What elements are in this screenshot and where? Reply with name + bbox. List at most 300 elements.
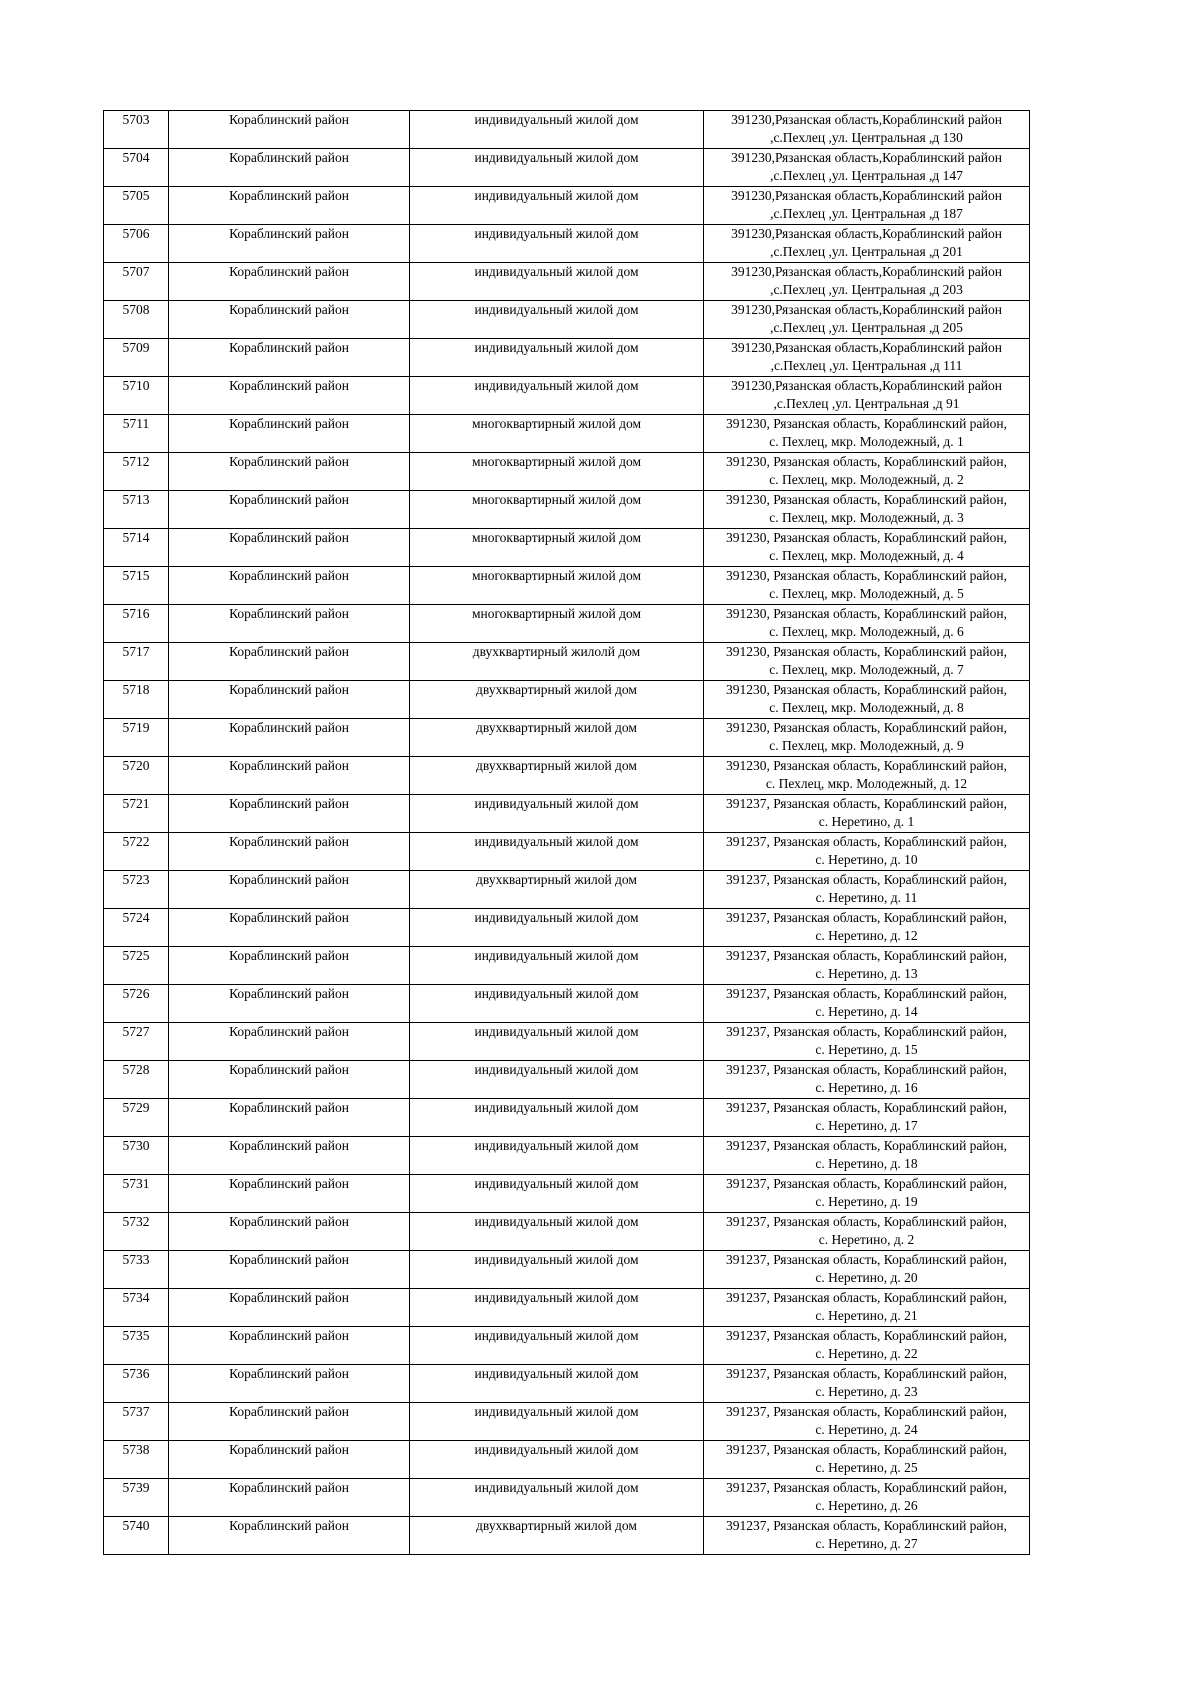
row-number-text: 5713 — [122, 492, 150, 507]
row-number-text: 5732 — [122, 1214, 150, 1229]
table-row — [104, 339, 1030, 377]
row-number-text: 5720 — [122, 758, 150, 773]
row-number-cell — [104, 681, 169, 719]
table-row — [104, 605, 1030, 643]
address-text: 391237, Рязанская область, Кораблинский район, — [726, 1480, 1007, 1495]
address-cell — [704, 871, 1030, 909]
row-number-text: 5740 — [122, 1518, 150, 1533]
district-text: Кораблинский район — [229, 454, 349, 469]
address-text: с. Неретино, д. 1 — [818, 814, 915, 829]
building-type-text: индивидуальный жилой дом — [474, 1024, 639, 1039]
address-text: с. Пехлец, мкр. Молодежный, д. 8 — [769, 700, 964, 715]
building-type-cell — [410, 377, 704, 415]
address-text: 391230,Рязанская область,Кораблинский район — [731, 340, 1002, 355]
address-text: 391230,Рязанская область,Кораблинский район — [731, 302, 1002, 317]
row-number-text: 5717 — [122, 644, 150, 659]
row-number-text: 5722 — [122, 834, 150, 849]
district-text: Кораблинский район — [229, 1138, 349, 1153]
row-number-text: 5716 — [122, 606, 150, 621]
building-type-text: многоквартирный жилой дом — [471, 454, 642, 469]
district-cell — [169, 339, 410, 377]
address-text: 391230, Рязанская область, Кораблинский район, — [726, 568, 1007, 583]
row-number-cell — [104, 1479, 169, 1517]
district-text: Кораблинский район — [229, 1024, 349, 1039]
row-number-cell — [104, 1251, 169, 1289]
building-type-cell — [410, 453, 704, 491]
address-text: 391230,Рязанская область,Кораблинский район — [731, 150, 1002, 165]
building-type-text: индивидуальный жилой дом — [474, 1404, 639, 1419]
row-number-cell — [104, 757, 169, 795]
district-text: Кораблинский район — [229, 302, 349, 317]
row-number-cell — [104, 1403, 169, 1441]
district-text: Кораблинский район — [229, 1214, 349, 1229]
address-text: ,с.Пехлец ,ул. Центральная ,д 91 — [773, 396, 960, 411]
building-type-text: индивидуальный жилой дом — [474, 150, 639, 165]
row-number-text: 5728 — [122, 1062, 150, 1077]
row-number-cell — [104, 643, 169, 681]
row-number-cell — [104, 871, 169, 909]
address-cell — [704, 187, 1030, 225]
district-cell — [169, 1327, 410, 1365]
address-cell — [704, 719, 1030, 757]
district-text: Кораблинский район — [229, 1404, 349, 1419]
building-type-text: многоквартирный жилой дом — [471, 606, 642, 621]
address-text: 391230, Рязанская область, Кораблинский район, — [726, 644, 1007, 659]
building-type-text: индивидуальный жилой дом — [474, 1442, 639, 1457]
row-number-text: 5706 — [122, 226, 150, 241]
building-type-cell — [410, 149, 704, 187]
address-cell — [704, 225, 1030, 263]
table-row — [104, 719, 1030, 757]
district-cell — [169, 1289, 410, 1327]
address-cell — [704, 1479, 1030, 1517]
row-number-cell — [104, 985, 169, 1023]
district-cell — [169, 909, 410, 947]
address-text: с. Неретино, д. 21 — [815, 1308, 918, 1323]
row-number-cell — [104, 491, 169, 529]
row-number-text: 5730 — [122, 1138, 150, 1153]
address-text: ,с.Пехлец ,ул. Центральная ,д 111 — [770, 358, 963, 373]
district-text: Кораблинский район — [229, 948, 349, 963]
building-type-cell — [410, 1403, 704, 1441]
district-text: Кораблинский район — [229, 150, 349, 165]
table-row — [104, 1517, 1030, 1555]
row-number-cell — [104, 947, 169, 985]
address-text: 391237, Рязанская область, Кораблинский район, — [726, 1214, 1007, 1229]
building-type-cell — [410, 1251, 704, 1289]
address-cell — [704, 947, 1030, 985]
district-text: Кораблинский район — [229, 644, 349, 659]
building-type-cell — [410, 947, 704, 985]
table-row — [104, 871, 1030, 909]
district-cell — [169, 1061, 410, 1099]
row-number-text: 5707 — [122, 264, 150, 279]
building-type-cell — [410, 985, 704, 1023]
row-number-cell — [104, 111, 169, 149]
address-text: с. Неретино, д. 24 — [815, 1422, 918, 1437]
building-type-text: двухквартирный жилой дом — [476, 682, 637, 697]
district-text: Кораблинский район — [229, 264, 349, 279]
address-text: с. Пехлец, мкр. Молодежный, д. 12 — [765, 776, 968, 791]
address-text: с. Неретино, д. 27 — [815, 1536, 918, 1551]
building-type-text: двухквартирный жилой дом — [476, 720, 637, 735]
row-number-text: 5709 — [122, 340, 150, 355]
row-number-text: 5723 — [122, 872, 150, 887]
address-text: 391237, Рязанская область, Кораблинский район, — [726, 1366, 1007, 1381]
address-cell — [704, 567, 1030, 605]
row-number-cell — [104, 149, 169, 187]
building-type-cell — [410, 1213, 704, 1251]
building-type-cell — [410, 757, 704, 795]
row-number-text: 5708 — [122, 302, 150, 317]
building-type-cell — [410, 871, 704, 909]
district-text: Кораблинский район — [229, 796, 349, 811]
address-text: с. Неретино, д. 23 — [815, 1384, 918, 1399]
row-number-cell — [104, 1441, 169, 1479]
district-text: Кораблинский район — [229, 758, 349, 773]
address-cell — [704, 377, 1030, 415]
address-text: с. Пехлец, мкр. Молодежный, д. 7 — [769, 662, 964, 677]
address-cell — [704, 1251, 1030, 1289]
building-type-cell — [410, 263, 704, 301]
row-number-text: 5727 — [122, 1024, 150, 1039]
address-text: с. Неретино, д. 19 — [815, 1194, 918, 1209]
building-type-cell — [410, 605, 704, 643]
address-text: 391237, Рязанская область, Кораблинский район, — [726, 1518, 1007, 1533]
address-text: с. Неретино, д. 22 — [815, 1346, 918, 1361]
address-cell — [704, 529, 1030, 567]
table-row — [104, 947, 1030, 985]
address-text: с. Неретино, д. 12 — [815, 928, 918, 943]
address-text: 391237, Рязанская область, Кораблинский район, — [726, 1100, 1007, 1115]
table-row — [104, 795, 1030, 833]
district-text: Кораблинский район — [229, 1518, 349, 1533]
address-text: 391237, Рязанская область, Кораблинский район, — [726, 1252, 1007, 1267]
district-text: Кораблинский район — [229, 416, 349, 431]
address-text: с. Пехлец, мкр. Молодежный, д. 3 — [769, 510, 964, 525]
building-type-text: индивидуальный жилой дом — [474, 1062, 639, 1077]
district-text: Кораблинский район — [229, 1480, 349, 1495]
row-number-text: 5703 — [122, 112, 150, 127]
table-row — [104, 1479, 1030, 1517]
row-number-cell — [104, 605, 169, 643]
address-cell — [704, 1289, 1030, 1327]
building-type-cell — [410, 1137, 704, 1175]
building-type-cell — [410, 491, 704, 529]
address-cell — [704, 1403, 1030, 1441]
district-cell — [169, 833, 410, 871]
building-type-text: индивидуальный жилой дом — [474, 378, 639, 393]
address-cell — [704, 1327, 1030, 1365]
address-text: 391237, Рязанская область, Кораблинский район, — [726, 910, 1007, 925]
address-cell — [704, 833, 1030, 871]
row-number-cell — [104, 1099, 169, 1137]
district-cell — [169, 529, 410, 567]
district-cell — [169, 871, 410, 909]
district-cell — [169, 1099, 410, 1137]
row-number-text: 5705 — [122, 188, 150, 203]
building-type-text: индивидуальный жилой дом — [474, 796, 639, 811]
building-type-text: индивидуальный жилой дом — [474, 1138, 639, 1153]
table-row — [104, 643, 1030, 681]
district-cell — [169, 301, 410, 339]
district-text: Кораблинский район — [229, 1252, 349, 1267]
district-cell — [169, 1213, 410, 1251]
address-text: ,с.Пехлец ,ул. Центральная ,д 147 — [770, 168, 963, 183]
district-text: Кораблинский район — [229, 910, 349, 925]
address-cell — [704, 1365, 1030, 1403]
building-type-cell — [410, 339, 704, 377]
row-number-cell — [104, 225, 169, 263]
building-type-text: индивидуальный жилой дом — [474, 1214, 639, 1229]
address-text: 391237, Рязанская область, Кораблинский район, — [726, 1024, 1007, 1039]
address-text: с. Пехлец, мкр. Молодежный, д. 5 — [769, 586, 964, 601]
address-text: 391230,Рязанская область,Кораблинский район — [731, 112, 1002, 127]
row-number-text: 5726 — [122, 986, 150, 1001]
address-text: с. Неретино, д. 25 — [815, 1460, 918, 1475]
building-type-cell — [410, 1479, 704, 1517]
address-text: 391230, Рязанская область, Кораблинский район, — [726, 454, 1007, 469]
building-type-cell — [410, 529, 704, 567]
building-type-cell — [410, 795, 704, 833]
row-number-text: 5725 — [122, 948, 150, 963]
table-row — [104, 1175, 1030, 1213]
district-text: Кораблинский район — [229, 606, 349, 621]
district-cell — [169, 567, 410, 605]
address-cell — [704, 1137, 1030, 1175]
row-number-text: 5721 — [122, 796, 150, 811]
address-text: 391237, Рязанская область, Кораблинский район, — [726, 1138, 1007, 1153]
building-type-text: многоквартирный жилой дом — [471, 530, 642, 545]
address-text: 391237, Рязанская область, Кораблинский район, — [726, 1442, 1007, 1457]
address-cell — [704, 149, 1030, 187]
row-number-cell — [104, 909, 169, 947]
row-number-text: 5737 — [122, 1404, 150, 1419]
building-type-text: индивидуальный жилой дом — [474, 1328, 639, 1343]
address-cell — [704, 757, 1030, 795]
row-number-text: 5733 — [122, 1252, 150, 1267]
address-text: 391237, Рязанская область, Кораблинский район, — [726, 948, 1007, 963]
row-number-cell — [104, 187, 169, 225]
address-text: ,с.Пехлец ,ул. Центральная ,д 205 — [770, 320, 963, 335]
address-cell — [704, 1023, 1030, 1061]
table-row — [104, 1327, 1030, 1365]
building-type-text: индивидуальный жилой дом — [474, 910, 639, 925]
address-text: с. Неретино, д. 10 — [815, 852, 918, 867]
row-number-cell — [104, 719, 169, 757]
district-text: Кораблинский район — [229, 1442, 349, 1457]
address-text: 391230,Рязанская область,Кораблинский район — [731, 378, 1002, 393]
row-number-cell — [104, 1061, 169, 1099]
row-number-text: 5718 — [122, 682, 150, 697]
building-type-cell — [410, 1023, 704, 1061]
table-row — [104, 1099, 1030, 1137]
address-cell — [704, 909, 1030, 947]
district-cell — [169, 263, 410, 301]
address-text: 391237, Рязанская область, Кораблинский район, — [726, 872, 1007, 887]
building-type-cell — [410, 111, 704, 149]
address-cell — [704, 453, 1030, 491]
row-number-cell — [104, 1289, 169, 1327]
district-cell — [169, 1175, 410, 1213]
address-cell — [704, 1175, 1030, 1213]
building-type-text: двухквартирный жилой дом — [476, 872, 637, 887]
address-text: 391237, Рязанская область, Кораблинский район, — [726, 1176, 1007, 1191]
table-row — [104, 491, 1030, 529]
address-text: 391237, Рязанская область, Кораблинский район, — [726, 1328, 1007, 1343]
district-cell — [169, 1251, 410, 1289]
address-text: с. Неретино, д. 20 — [815, 1270, 918, 1285]
address-text: с. Неретино, д. 13 — [815, 966, 918, 981]
table-row — [104, 909, 1030, 947]
address-text: 391237, Рязанская область, Кораблинский район, — [726, 1290, 1007, 1305]
district-text: Кораблинский район — [229, 112, 349, 127]
address-text: 391230, Рязанская область, Кораблинский район, — [726, 682, 1007, 697]
table-row — [104, 377, 1030, 415]
table-row — [104, 985, 1030, 1023]
building-type-text: многоквартирный жилой дом — [471, 492, 642, 507]
building-type-cell — [410, 1365, 704, 1403]
address-text: 391230, Рязанская область, Кораблинский район, — [726, 606, 1007, 621]
address-text: с. Пехлец, мкр. Молодежный, д. 1 — [769, 434, 964, 449]
building-type-cell — [410, 1289, 704, 1327]
building-type-text: многоквартирный жилой дом — [471, 416, 642, 431]
district-cell — [169, 415, 410, 453]
row-number-text: 5735 — [122, 1328, 150, 1343]
row-number-cell — [104, 1517, 169, 1555]
address-text: 391237, Рязанская область, Кораблинский район, — [726, 1062, 1007, 1077]
row-number-text: 5739 — [122, 1480, 150, 1495]
building-type-text: индивидуальный жилой дом — [474, 112, 639, 127]
address-cell — [704, 681, 1030, 719]
building-type-cell — [410, 681, 704, 719]
building-type-text: индивидуальный жилой дом — [474, 834, 639, 849]
building-type-cell — [410, 301, 704, 339]
row-number-text: 5714 — [122, 530, 150, 545]
address-cell — [704, 605, 1030, 643]
address-text: 391230, Рязанская область, Кораблинский район, — [726, 720, 1007, 735]
table-row — [104, 111, 1030, 149]
housing-registry-table — [103, 110, 1030, 1555]
row-number-text: 5710 — [122, 378, 150, 393]
table-row — [104, 225, 1030, 263]
building-type-text: индивидуальный жилой дом — [474, 264, 639, 279]
district-text: Кораблинский район — [229, 492, 349, 507]
district-text: Кораблинский район — [229, 378, 349, 393]
table-row — [104, 1289, 1030, 1327]
district-cell — [169, 1479, 410, 1517]
address-text: с. Неретино, д. 17 — [815, 1118, 918, 1133]
row-number-cell — [104, 377, 169, 415]
district-text: Кораблинский район — [229, 872, 349, 887]
address-text: с. Неретино, д. 16 — [815, 1080, 918, 1095]
table-row — [104, 1441, 1030, 1479]
address-text: ,с.Пехлец ,ул. Центральная ,д 130 — [770, 130, 963, 145]
address-cell — [704, 643, 1030, 681]
district-cell — [169, 225, 410, 263]
address-text: с. Неретино, д. 15 — [815, 1042, 918, 1057]
district-cell — [169, 453, 410, 491]
registry-table-body — [104, 111, 1030, 1555]
row-number-text: 5724 — [122, 910, 150, 925]
district-cell — [169, 757, 410, 795]
address-text: с. Неретино, д. 14 — [815, 1004, 918, 1019]
address-text: 391230, Рязанская область, Кораблинский район, — [726, 758, 1007, 773]
row-number-cell — [104, 415, 169, 453]
building-type-text: двухквартирный жилолй дом — [472, 644, 641, 659]
address-text: с. Пехлец, мкр. Молодежный, д. 4 — [769, 548, 964, 563]
building-type-cell — [410, 1061, 704, 1099]
district-cell — [169, 795, 410, 833]
table-row — [104, 1023, 1030, 1061]
district-text: Кораблинский район — [229, 188, 349, 203]
address-text: с. Пехлец, мкр. Молодежный, д. 9 — [769, 738, 964, 753]
address-cell — [704, 339, 1030, 377]
table-row — [104, 757, 1030, 795]
row-number-cell — [104, 1023, 169, 1061]
table-row — [104, 1137, 1030, 1175]
district-text: Кораблинский район — [229, 1366, 349, 1381]
row-number-cell — [104, 1327, 169, 1365]
table-row — [104, 833, 1030, 871]
row-number-cell — [104, 1175, 169, 1213]
address-text: 391237, Рязанская область, Кораблинский район, — [726, 986, 1007, 1001]
row-number-cell — [104, 1365, 169, 1403]
district-cell — [169, 681, 410, 719]
address-text: с. Неретино, д. 18 — [815, 1156, 918, 1171]
row-number-text: 5715 — [122, 568, 150, 583]
building-type-text: индивидуальный жилой дом — [474, 948, 639, 963]
building-type-text: индивидуальный жилой дом — [474, 1480, 639, 1495]
table-row — [104, 529, 1030, 567]
district-text: Кораблинский район — [229, 1328, 349, 1343]
building-type-text: индивидуальный жилой дом — [474, 226, 639, 241]
address-cell — [704, 1441, 1030, 1479]
building-type-cell — [410, 909, 704, 947]
address-text: с. Неретино, д. 2 — [818, 1232, 915, 1247]
address-cell — [704, 1517, 1030, 1555]
building-type-cell — [410, 1441, 704, 1479]
table-row — [104, 1403, 1030, 1441]
district-cell — [169, 1517, 410, 1555]
row-number-cell — [104, 263, 169, 301]
building-type-cell — [410, 415, 704, 453]
district-cell — [169, 719, 410, 757]
row-number-cell — [104, 1213, 169, 1251]
district-cell — [169, 605, 410, 643]
building-type-cell — [410, 1175, 704, 1213]
address-cell — [704, 795, 1030, 833]
row-number-cell — [104, 1137, 169, 1175]
address-text: с. Неретино, д. 11 — [815, 890, 918, 905]
building-type-cell — [410, 567, 704, 605]
table-row — [104, 1213, 1030, 1251]
address-text: 391230,Рязанская область,Кораблинский район — [731, 188, 1002, 203]
building-type-text: индивидуальный жилой дом — [474, 188, 639, 203]
table-row — [104, 263, 1030, 301]
district-text: Кораблинский район — [229, 530, 349, 545]
row-number-text: 5731 — [122, 1176, 150, 1191]
row-number-cell — [104, 795, 169, 833]
building-type-text: двухквартирный жилой дом — [476, 758, 637, 773]
address-text: 391230, Рязанская область, Кораблинский район, — [726, 492, 1007, 507]
district-cell — [169, 1441, 410, 1479]
building-type-cell — [410, 643, 704, 681]
district-text: Кораблинский район — [229, 1176, 349, 1191]
address-cell — [704, 1213, 1030, 1251]
table-row — [104, 567, 1030, 605]
address-text: 391230, Рязанская область, Кораблинский район, — [726, 416, 1007, 431]
